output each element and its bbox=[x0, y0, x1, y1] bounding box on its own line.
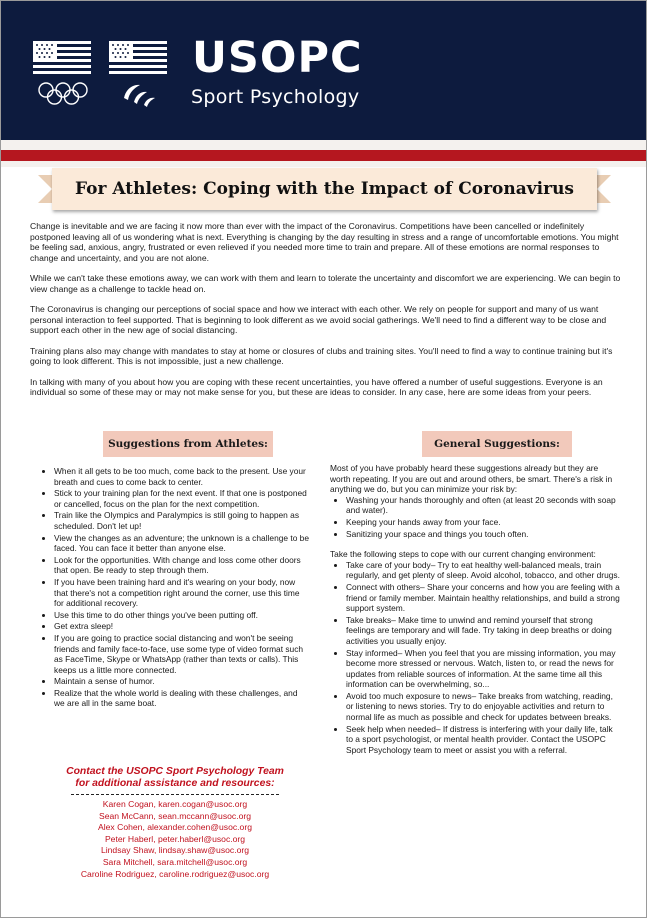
list-item: • Avoid too much exposure to news– Take breaks from watching, reading, or listening to news stories. Try to do enjoyable activities and return to normal life as much as possible and check for updates between breaks. bbox=[346, 691, 620, 723]
contact-line: Sean McCann, sean.mccann@usoc.org bbox=[98, 810, 252, 821]
contact-heading: Contact the USOPC Sport Psychology Team for additional assistance and resources: bbox=[66, 766, 284, 789]
list-item: • Use this time to do other things you've been putting off. bbox=[54, 610, 310, 621]
steps-list bbox=[330, 560, 620, 756]
us-flag-icon bbox=[109, 41, 167, 77]
list-item: • If you have been training hard and it's wearing on your body, now that there's not a competition right around the corner, use this time for additional recovery. bbox=[54, 577, 310, 609]
general-suggestions bbox=[330, 463, 620, 765]
list-item: • When it all gets to be too much, come back to the present. Use your breath and cues to come back to center. bbox=[54, 466, 310, 487]
banner-fold-left bbox=[38, 175, 52, 203]
paralympic-agitos-icon bbox=[120, 80, 160, 108]
list-item: • Look for the opportunities. With change and loss come other doors that open. Be ready to step through them. bbox=[54, 555, 310, 576]
steps-intro: Take the following steps to cope with our current changing environment: bbox=[330, 549, 596, 560]
brand-subtitle: Sport Psychology bbox=[191, 86, 360, 108]
list-item: • Train like the Olympics and Paralympics is still going to happen as scheduled. Don't let up! bbox=[54, 510, 310, 531]
banner-fold-right bbox=[597, 175, 611, 203]
dashed-divider bbox=[71, 794, 279, 795]
list-item: • Washing your hands thoroughly and often (at least 20 seconds with soap and water). bbox=[346, 495, 620, 516]
intro-paragraph: Change is inevitable and we are facing it now more than ever with the impact of the Coronavirus. Competitions have been cancelled or indefinitely postponed leaving all of us wondering what is next. Everything is changing by the day resulting in stress and a range of uncomfortable emotions. You might be feeling sad, anxious, angry, frustrated or even relieved if you needed more time to train and prepare. All of these emotions are normal responses to change and uncertainty, and you are not alone. bbox=[30, 221, 619, 263]
list-item: • Keeping your hands away from your face. bbox=[346, 517, 620, 528]
contact-block bbox=[60, 766, 290, 880]
list-item: • Maintain a sense of humor. bbox=[54, 676, 310, 687]
contact-line: Lindsay Shaw, lindsay.shaw@usoc.org bbox=[100, 845, 250, 856]
contact-line: Caroline Rodriguez, caroline.rodriguez@usoc.org bbox=[80, 868, 270, 879]
intro-paragraph: Training plans also may change with mandates to stay at home or closures of clubs and training sites. You'll need to find a way to continue training but it's going to look different. This is not impossible, just a new challenge. bbox=[30, 345, 613, 366]
intro-paragraph: While we can't take these emotions away, we can work with them and learn to tolerate the uncertainty and discomfort we are experiencing. We can begin to view change as a challenge to tackle head on. bbox=[30, 273, 621, 294]
header-stripe-red bbox=[1, 150, 646, 161]
list-item: • Sanitizing your space and things you touch often. bbox=[346, 529, 620, 540]
contact-line: Karen Cogan, karen.cogan@usoc.org bbox=[102, 799, 248, 809]
list-item: • Take care of your body– Try to eat healthy well-balanced meals, train regularly, and get plenty of sleep. Avoid alcohol, tobacco, and other drugs. bbox=[346, 560, 620, 581]
header-stripe-white-bottom bbox=[1, 161, 646, 167]
intro-paragraph: In talking with many of you about how you are coping with these recent uncertainties, you have offered a number of useful suggestions. Everyone is an individual so some of these may or may not make sense for you, but these are ideas to consider. In any case, here are some ideas from your peers. bbox=[30, 376, 603, 397]
brand-name: USOPC bbox=[192, 33, 363, 83]
list-item: • Stick to your training plan for the next event. If that one is postponed or cancelled, focus on the plan for the next competition. bbox=[54, 488, 310, 509]
list-item: • Take breaks– Make time to unwind and remind yourself that strong feelings are temporary and will fade. Try taking in deep breaths or doing activities you usually enjoy. bbox=[346, 615, 620, 647]
athletes-list bbox=[40, 466, 310, 709]
list-item: • View the changes as an adventure; the unknown is a challenge to be faced. You can face it better than anyone else. bbox=[54, 533, 310, 554]
title-banner bbox=[52, 168, 597, 210]
athletes-heading: Suggestions from Athletes: bbox=[103, 431, 273, 457]
list-item: • Stay informed– When you feel that you are missing information, you may become more stressed or nervous. Watch, listen to, or read the news for updates from reliable sources of information. At the same time all this information can be overwhelming, so... bbox=[346, 648, 620, 690]
list-item: • Get extra sleep! bbox=[54, 621, 310, 632]
athletes-suggestions bbox=[40, 466, 310, 710]
contact-line: Peter Haberl, peter.haberl@usoc.org bbox=[104, 833, 246, 844]
list-item: • Realize that the whole world is dealing with these challenges, and we are all in the same boat. bbox=[54, 688, 310, 709]
page-title: For Athletes: Coping with the Impact of Coronavirus bbox=[74, 179, 574, 199]
list-item: • Seek help when needed– If distress is interfering with your daily life, talk to a sport psychologist, or mental health provider. Contact the USOPC Sport Psychology team to meet or assist you with a referral. bbox=[346, 724, 620, 756]
contact-line: Sara Mitchell, sara.mitchell@usoc.org bbox=[102, 856, 248, 867]
risk-list bbox=[330, 495, 620, 539]
list-item: • Connect with others– Share your concerns and how you are feeling with a friend or family member. Maintain healthy relationships, and build a strong support system. bbox=[346, 582, 620, 614]
olympic-rings-icon bbox=[37, 82, 89, 106]
contact-line: Alex Cohen, alexander.cohen@usoc.org bbox=[98, 822, 252, 833]
general-intro: Most of you have probably heard these suggestions already but they are worth repeating. If you are out and around others, be smart. There's a risk in anything we do, but you can minimize your risk by: bbox=[330, 463, 613, 495]
intro-text bbox=[30, 221, 622, 408]
general-heading: General Suggestions: bbox=[422, 431, 572, 457]
header-stripe-white bbox=[1, 140, 646, 150]
intro-paragraph: The Coronavirus is changing our perceptions of social space and how we interact with each other. We rely on people for support and many of us want personal interaction to feel supported. That is beginning to look different as we avoid social gatherings. We'll need to find a different way to be close and support each other in the new age of social distancing. bbox=[30, 304, 607, 335]
list-item: • If you are going to practice social distancing and won't be seeing friends and family face-to-face, use some type of video format such as FaceTime, Skype or WhatsApp (rather than texts or calls). This keeps us a little more connected. bbox=[54, 633, 310, 675]
us-flag-icon bbox=[33, 41, 91, 77]
